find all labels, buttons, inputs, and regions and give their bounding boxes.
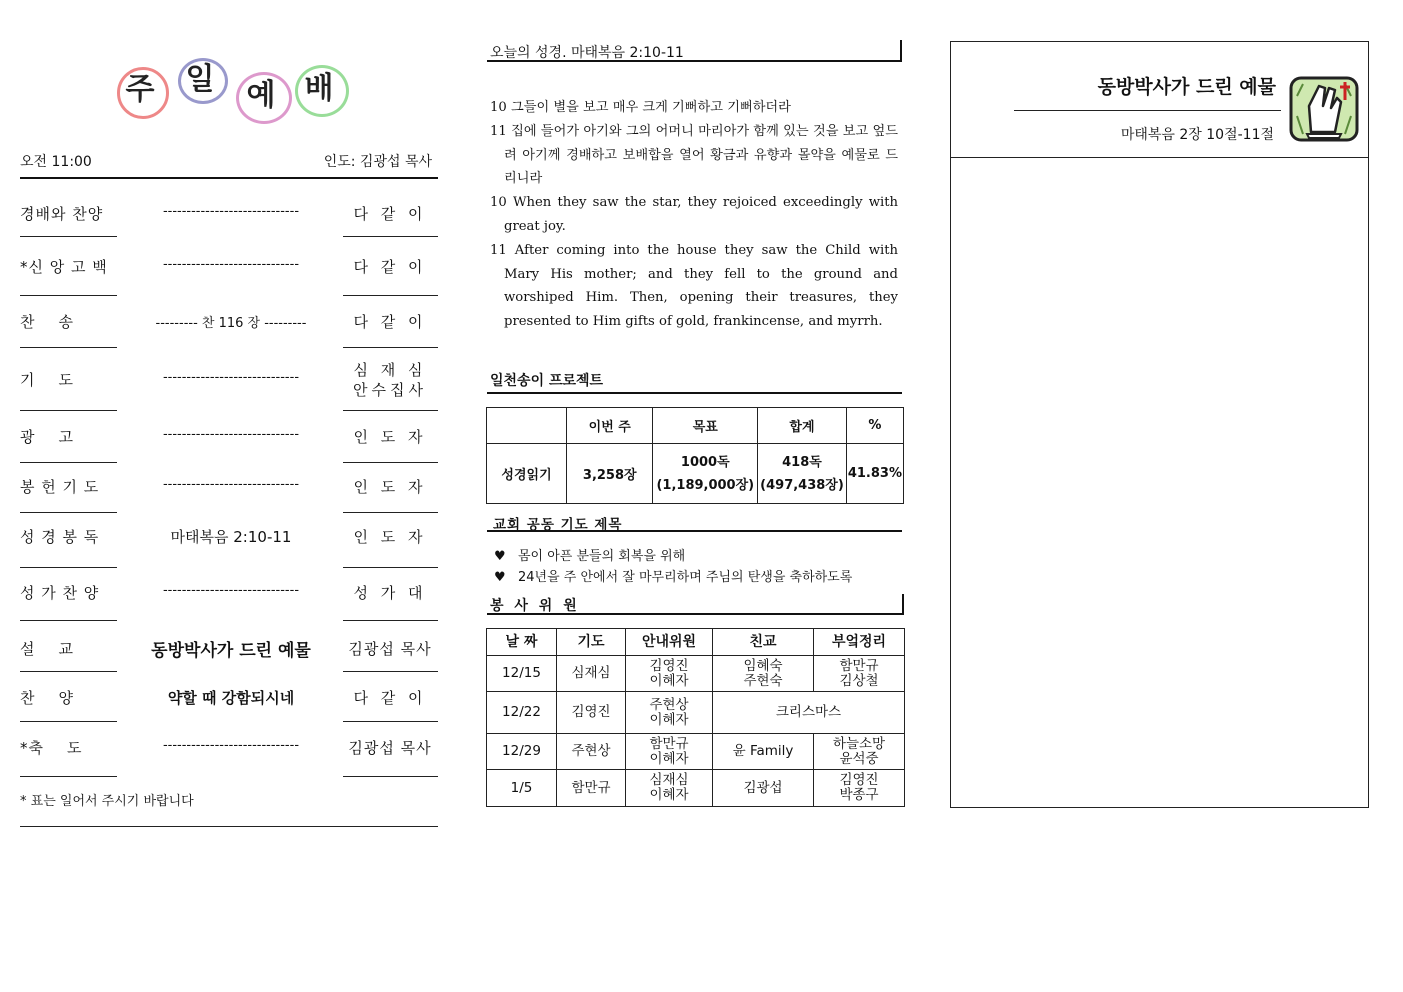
fellowship-name: 주현숙: [743, 672, 783, 689]
project-header: 목표: [653, 408, 758, 444]
merged-cell: 크리스마스: [713, 692, 905, 734]
kitchen-name: 하늘소망: [832, 735, 886, 752]
service-header: 부엌정리: [814, 629, 905, 656]
kitchen-cell: [814, 734, 905, 770]
row-rule: [20, 776, 117, 777]
usher-name: 이혜자: [649, 787, 689, 803]
row-rule: [20, 620, 117, 621]
row-rule: [20, 567, 117, 568]
row-rule: [20, 671, 117, 672]
order-item-middle: 마태복음 2:10-11: [170, 528, 292, 546]
fellowship-cell: 윤 Family: [713, 734, 814, 770]
order-item-middle: -----------------------------: [162, 738, 300, 753]
fellowship-name: 임혜숙: [743, 657, 783, 674]
heart-icon: ♥: [494, 549, 506, 564]
usher-cell: [626, 770, 713, 807]
order-item-person: 다 같 이: [353, 205, 427, 223]
row-rule: [20, 410, 117, 411]
goal-value: 1000독: [680, 454, 730, 470]
kitchen-name: 김상철: [839, 672, 879, 689]
prayer-text: 몸이 아픈 분들의 회복을 위해: [518, 549, 686, 564]
date-cell: 12/29: [487, 734, 557, 770]
row-rule: [343, 462, 438, 463]
fellowship-cell: 김광섭: [713, 770, 814, 807]
total-value: 418독: [782, 454, 822, 470]
sermon-reference: 마태복음 2장 10절-11절: [1120, 127, 1274, 143]
order-item-person: 김광섭 목사: [348, 739, 432, 757]
order-item-name: *신 앙 고 백: [20, 258, 108, 276]
order-item-person: 성 가 대: [353, 584, 427, 602]
prayer-item: [494, 566, 852, 585]
table-row: [487, 692, 905, 734]
project-goal: [653, 444, 758, 504]
row-rule: [343, 236, 438, 237]
order-item-person: 인 도 자: [353, 528, 427, 546]
date-cell: 12/22: [487, 692, 557, 734]
order-item-person: 안수집사: [353, 381, 427, 399]
table-row: [487, 656, 905, 692]
header-rule: [20, 177, 438, 179]
kitchen-cell: [814, 656, 905, 692]
service-rule-tick: [902, 594, 904, 613]
order-item-person: 다 같 이: [353, 689, 427, 707]
order-item-name: 성 경 봉 독: [20, 528, 100, 546]
row-rule: [20, 236, 117, 237]
title-char: 예: [246, 78, 276, 113]
order-item-person: 인 도 자: [353, 428, 427, 446]
project-percent: 41.83%: [846, 444, 903, 504]
service-time: 오전 11:00: [20, 154, 92, 170]
sermon-header-divider: [951, 157, 1368, 158]
order-item-name: 경배와 찬양: [20, 205, 104, 223]
order-item-middle: -----------------------------: [162, 204, 300, 219]
prayer-cell: 심재심: [557, 656, 626, 692]
service-table: [486, 628, 905, 807]
order-item-middle: --------- 찬 116 장 ---------: [155, 316, 307, 331]
order-item-middle: -----------------------------: [162, 583, 300, 598]
table-row: [487, 770, 905, 807]
prayer-heading: 교회 공동 기도 제목: [493, 517, 623, 533]
order-item-person: 김광섭 목사: [348, 640, 432, 658]
order-item-person: 심 재 심: [353, 361, 427, 379]
order-item-middle: -----------------------------: [162, 427, 300, 442]
prayer-item: [494, 545, 685, 564]
title-char: 배: [304, 71, 334, 106]
title-char: 주: [125, 72, 155, 107]
order-item-name: 찬 양: [20, 689, 75, 707]
project-rule: [487, 392, 902, 394]
row-rule: [343, 295, 438, 296]
project-total: [758, 444, 847, 504]
order-item-name: 기 도: [20, 371, 75, 389]
row-rule: [343, 671, 438, 672]
heart-icon: ♥: [494, 570, 506, 585]
row-rule: [343, 512, 438, 513]
service-rule: [487, 613, 904, 615]
usher-name: 함만규: [649, 735, 689, 752]
row-rule: [20, 347, 117, 348]
service-header: 안내위원: [626, 629, 713, 656]
project-header: 이번 주: [567, 408, 653, 444]
fellowship-cell: [713, 656, 814, 692]
usher-name: 김영진: [649, 657, 689, 674]
kitchen-cell: [814, 770, 905, 807]
row-rule: [343, 620, 438, 621]
verse: 10 그들이 별을 보고 매우 크게 기뻐하고 기뻐하더라: [490, 100, 791, 115]
title-char: 일: [185, 62, 215, 97]
order-item-person: 다 같 이: [353, 313, 427, 331]
service-header: 날 짜: [487, 629, 557, 656]
project-this-week: 3,258장: [567, 444, 653, 504]
verse: 11 집에 들어가 아기와 그의 어머니 마리아가 함께 있는 것을 보고 엎드려 아기께 경배하고 보배합을 열어 황금과 유향과 몰약을 예물로 드리니라: [490, 123, 898, 187]
service-leader: 인도: 김광섭 목사: [323, 154, 432, 170]
row-rule: [20, 512, 117, 513]
verse: 10 When they saw the star, they rejoiced exceedingly with great joy.: [490, 195, 898, 234]
date-cell: 1/5: [487, 770, 557, 807]
kitchen-name: 윤석중: [839, 750, 879, 767]
row-rule: [343, 776, 438, 777]
order-item-name: 찬 송: [20, 313, 75, 331]
order-item-middle: 동방박사가 드린 예물: [151, 641, 311, 661]
project-heading: 일천송이 프로젝트: [490, 373, 604, 389]
scripture-heading: 오늘의 성경. 마태복음 2:10-11: [490, 45, 684, 61]
row-rule: [20, 295, 117, 296]
order-item-name: 광 고: [20, 428, 75, 446]
project-table: [486, 407, 904, 504]
order-item-middle: -----------------------------: [162, 477, 300, 492]
usher-name: 이혜자: [649, 750, 689, 767]
order-item-person: 다 같 이: [353, 258, 427, 276]
project-label: 성경읽기: [487, 444, 567, 504]
row-rule: [343, 347, 438, 348]
usher-name: 심재심: [649, 772, 689, 788]
kitchen-name: 김영진: [839, 772, 879, 788]
usher-name: 이혜자: [649, 672, 689, 689]
prayer-rule: [487, 530, 902, 532]
usher-cell: [626, 692, 713, 734]
usher-cell: [626, 656, 713, 692]
order-item-middle: -----------------------------: [162, 370, 300, 385]
service-heading: 봉 사 위 원: [490, 598, 580, 614]
order-item-name: 봉 헌 기 도: [20, 478, 100, 496]
prayer-cell: 김영진: [557, 692, 626, 734]
kitchen-name: 박종구: [839, 787, 879, 803]
order-item-middle: 약할 때 강함되시네: [167, 689, 295, 707]
service-header: 친교: [713, 629, 814, 656]
order-item-person: 인 도 자: [353, 478, 427, 496]
praying-hands-icon: [1289, 76, 1359, 142]
prayer-cell: 주현상: [557, 734, 626, 770]
row-rule: [20, 721, 117, 722]
prayer-text: 24년을 주 안에서 잘 마무리하며 주님의 탄생을 축하하도록: [518, 570, 853, 585]
sermon-title-rule: [1014, 110, 1281, 111]
order-item-name: *축 도: [20, 739, 83, 757]
total-sub: (497,438장): [760, 477, 844, 493]
usher-cell: [626, 734, 713, 770]
date-cell: 12/15: [487, 656, 557, 692]
row-rule: [343, 410, 438, 411]
prayer-cell: 함만규: [557, 770, 626, 807]
usher-name: 이혜자: [649, 711, 689, 728]
footnote: * 표는 일어서 주시기 바랍니다: [20, 794, 194, 809]
scripture-rule: [487, 60, 902, 62]
goal-sub: (1,189,000장): [656, 477, 755, 493]
scripture-text: [490, 96, 898, 334]
row-rule: [343, 567, 438, 568]
order-item-name: 설 교: [20, 640, 75, 658]
scripture-rule-tick: [900, 40, 902, 60]
sermon-title: 동방박사가 드린 예물: [1097, 76, 1276, 98]
verse: 11 After coming into the house they saw the Child with Mary His mother; and they fell to the ground and worshiped Him. Then, opening their treasures, they presented to Him gifts of gold, frankincense, and myrrh.: [490, 242, 898, 330]
order-item-name: 성 가 찬 양: [20, 584, 100, 602]
kitchen-name: 함만규: [839, 657, 879, 674]
table-row: [487, 734, 905, 770]
row-rule: [20, 462, 117, 463]
project-header: %: [846, 408, 903, 444]
service-header: 기도: [557, 629, 626, 656]
row-rule: [343, 721, 438, 722]
order-item-middle: -----------------------------: [162, 257, 300, 272]
project-header: [487, 408, 567, 444]
footnote-rule: [20, 826, 438, 827]
project-header: 합계: [758, 408, 847, 444]
usher-name: 주현상: [649, 696, 689, 713]
